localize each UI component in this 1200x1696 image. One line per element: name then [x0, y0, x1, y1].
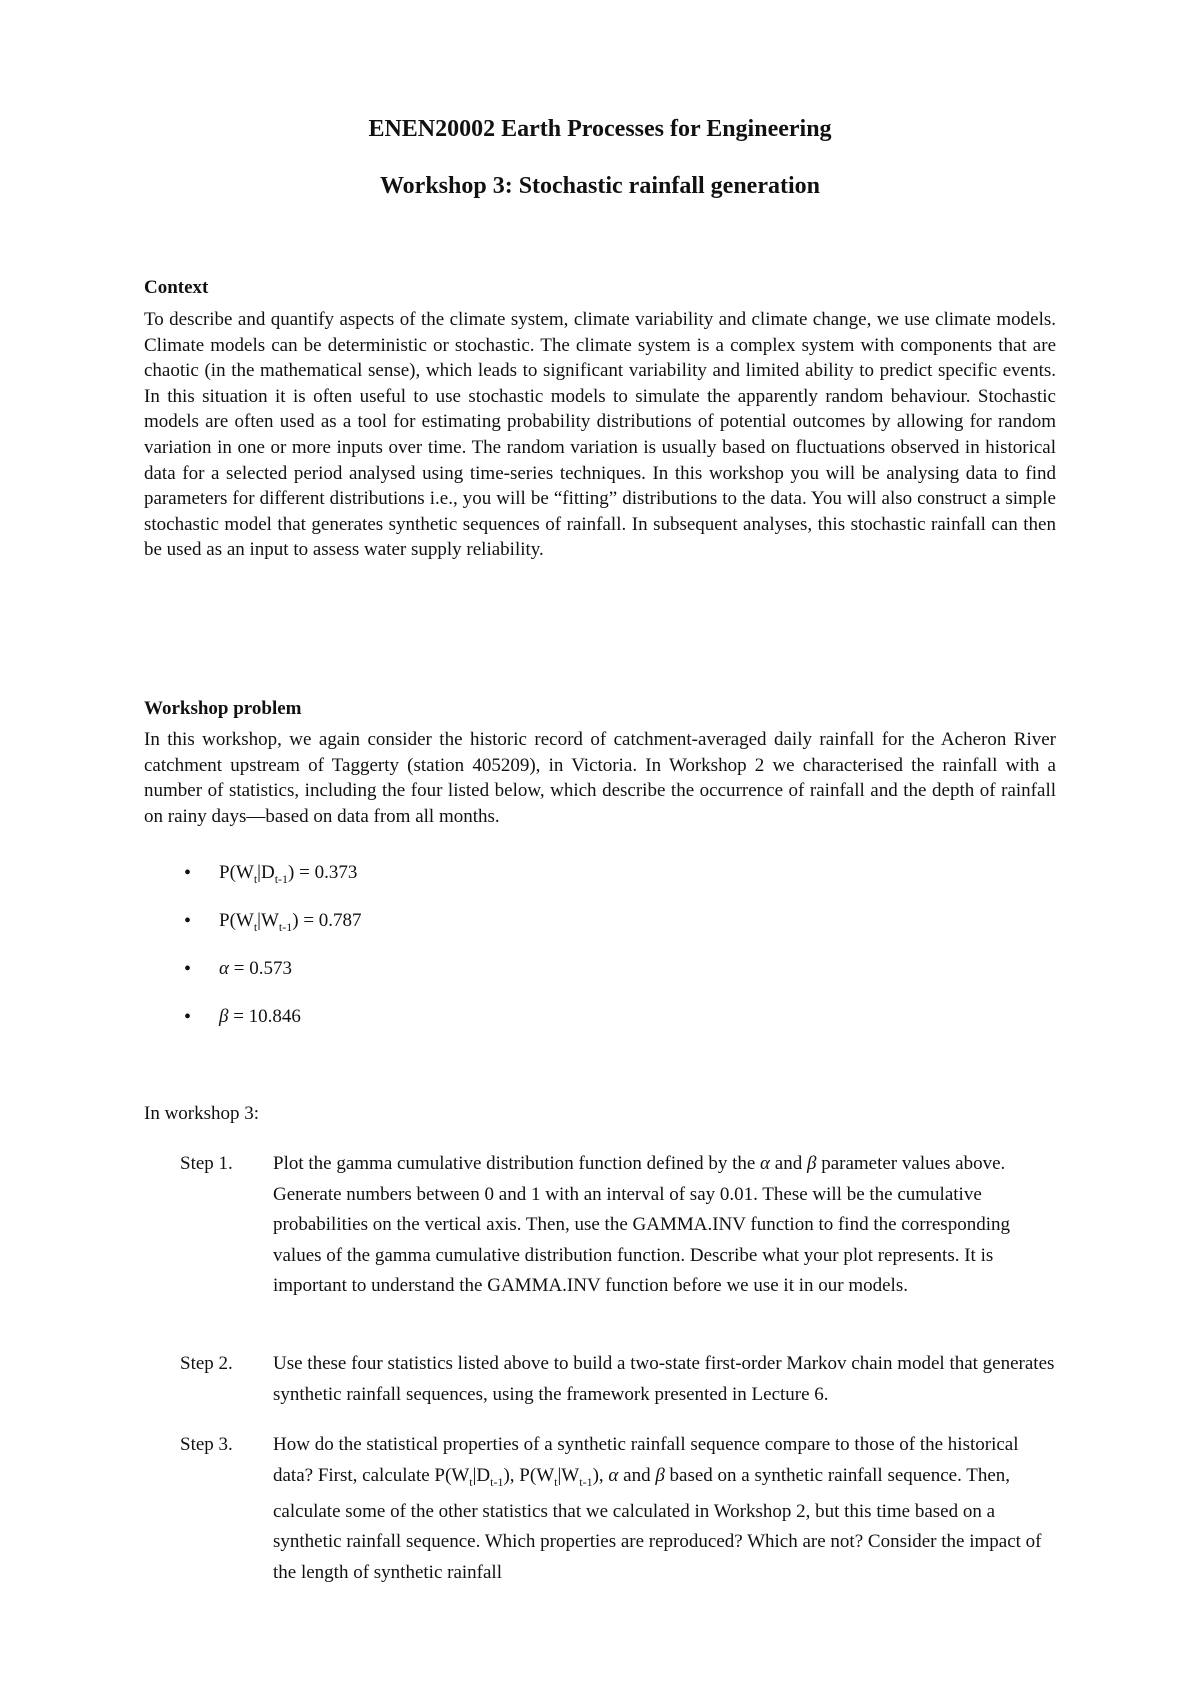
bullet-icon: • [184, 958, 192, 980]
step-label: Step 1. [180, 1153, 233, 1174]
stat-alpha: α = 0.573 [219, 958, 292, 979]
context-paragraph: To describe and quantify aspects of the climate system, climate variability and climate change, we use climate models. Climate models can be deterministic or stochastic. The climate system is a complex system with components that are chaotic (in the mathematical sense), which leads to significant variability and limited ability to predict specific events. In this situation it is often useful to use stochastic models to simulate the apparently random behaviour. Stochastic models are often used as a tool for estimating probability distributions of potential outcomes by allowing for random variation in one or more inputs over time. The random variation is usually based on fluctuations observed in historical data for a selected period analysed using time-series techniques. In this workshop you will be analysing data to find parameters for different distributions i.e., you will be “fitting” distributions to the data. You will also construct a simple stochastic model that generates synthetic sequences of rainfall. In subsequent analyses, this stochastic rainfall can then be used as an input to assess water supply reliability. [144, 309, 1056, 561]
stat-p-wet-given-dry: $P(W_t|D_{t-1}) = 0.373$ [219, 862, 358, 886]
step-2 [180, 1349, 1060, 1410]
stat-p-wet-given-wet: $P(W_t|W_{t-1}) = 0.787$ [219, 910, 362, 934]
bullet-icon: • [184, 910, 192, 932]
step-label: Step 2. [180, 1353, 233, 1374]
step-body: How do the statistical properties of a synthetic rainfall sequence compare to those of the historical data? First, calculate $P(W_t|D_{t-1})$, $P(W_t|W_{t-1})$, α and β based on a synthetic rainfall sequence. Then, calculate some of the other statistics that we calculated in Workshop 2, but this time based on a synthetic rainfall sequence. Which properties are reproduced? Which are not? Consider the impact of the length of synthetic rainfall [273, 1434, 1042, 1583]
step-label: Step 3. [180, 1434, 233, 1455]
context-heading: Context [144, 277, 209, 298]
workshop3-intro: In workshop 3: [144, 1103, 260, 1124]
bullet-icon: • [184, 862, 192, 884]
stat-beta: β = 10.846 [219, 1006, 301, 1027]
workshop-problem-paragraph: In this workshop, we again consider the historic record of catchment-averaged daily rainfall for the Acheron River catchment upstream of Taggerty (station 405209), in Victoria. In Workshop 2 we characterised the rainfall with a number of statistics, including the four listed below, which describe the occurrence of rainfall and the depth of rainfall on rainy days—based on data from all months. [144, 729, 1056, 827]
bullet-icon: • [184, 1006, 192, 1028]
step-body: Plot the gamma cumulative distribution function defined by the α and β parameter values above. Generate numbers between 0 and 1 with an interval of say 0.01. These will be the cumulative probabilities on the vertical axis. Then, use the GAMMA.INV function to find the corresponding values of the gamma cumulative distribution function. Describe what your plot represents. It is important to understand the GAMMA.INV function before we use it in our models. [273, 1153, 1010, 1296]
workshop-problem-heading: Workshop problem [144, 698, 302, 719]
document-title: ENEN20002 Earth Processes for Engineering [368, 116, 832, 142]
step-body: Use these four statistics listed above to build a two-state first-order Markov chain model that generates synthetic rainfall sequences, using the framework presented in Lecture 6. [273, 1353, 1055, 1405]
step-3 [180, 1430, 1060, 1588]
document-subtitle: Workshop 3: Stochastic rainfall generation [379, 173, 820, 199]
step-1 [180, 1149, 1060, 1302]
